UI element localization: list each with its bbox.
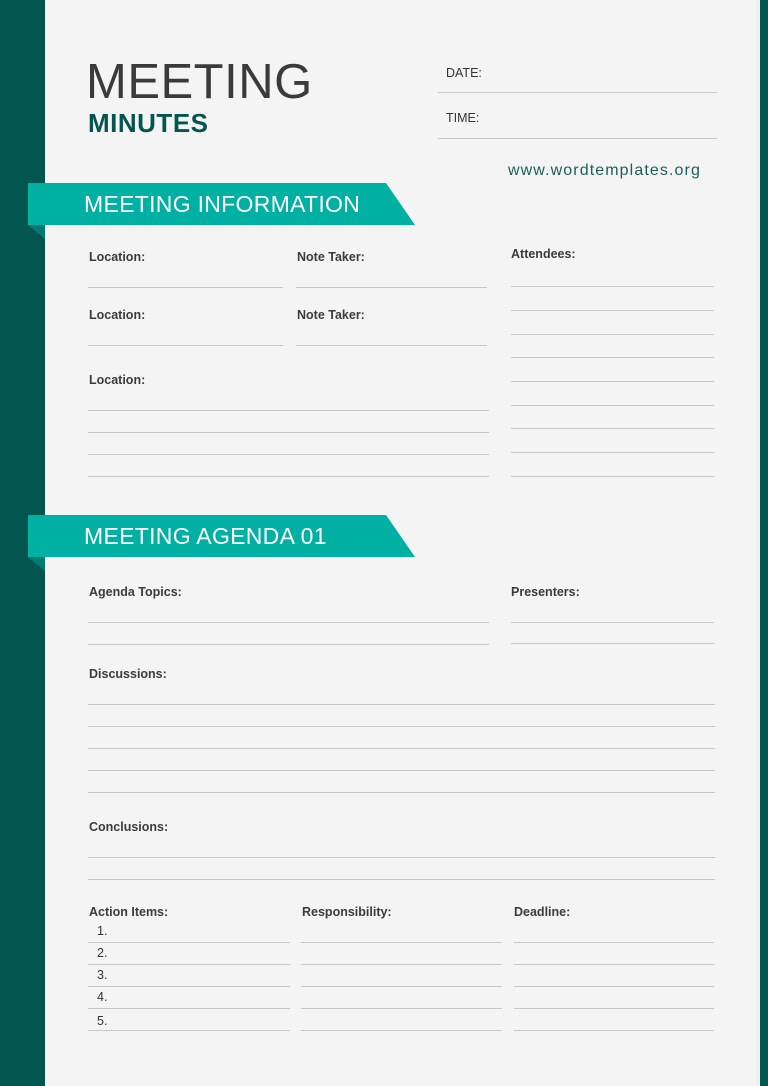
responsibility-field[interactable] xyxy=(301,1008,502,1009)
location-field-2[interactable] xyxy=(88,345,283,346)
agenda-topics-label: Agenda Topics: xyxy=(89,585,182,599)
responsibility-field[interactable] xyxy=(301,986,502,987)
responsibility-field[interactable] xyxy=(301,1030,502,1031)
action-item-field[interactable] xyxy=(88,1008,290,1009)
conclusions-label: Conclusions: xyxy=(89,820,169,834)
deadline-field[interactable] xyxy=(514,1030,714,1031)
note-taker-label-2: Note Taker: xyxy=(297,308,365,322)
action-item-field[interactable] xyxy=(88,1030,290,1031)
right-accent-band xyxy=(760,0,768,1086)
location-field-3-line-2[interactable] xyxy=(88,432,489,433)
discussions-field-line[interactable] xyxy=(88,770,715,771)
location-label-1: Location: xyxy=(89,250,146,264)
note-taker-field-2[interactable] xyxy=(296,345,487,346)
attendee-line[interactable] xyxy=(511,428,714,429)
agenda-topics-field-line-1[interactable] xyxy=(88,622,489,623)
location-label-2: Location: xyxy=(89,308,146,322)
attendee-line[interactable] xyxy=(511,357,714,358)
attendee-line[interactable] xyxy=(511,452,714,453)
conclusions-field-line[interactable] xyxy=(88,857,715,858)
date-label: DATE: xyxy=(446,66,482,80)
attendee-line[interactable] xyxy=(511,334,714,335)
location-field-3-line-3[interactable] xyxy=(88,454,489,455)
location-field-3-line-1[interactable] xyxy=(88,410,489,411)
date-field[interactable] xyxy=(438,92,717,93)
time-field[interactable] xyxy=(438,138,717,139)
discussions-field-line[interactable] xyxy=(88,748,715,749)
attendee-line[interactable] xyxy=(511,476,714,477)
attendee-line[interactable] xyxy=(511,405,714,406)
action-item-number: 3. xyxy=(97,968,108,982)
discussions-field-line[interactable] xyxy=(88,726,715,727)
discussions-field-line[interactable] xyxy=(88,704,715,705)
page-subtitle: MINUTES xyxy=(88,108,209,138)
section-title-meeting-agenda: MEETING AGENDA 01 xyxy=(84,523,327,549)
deadline-field[interactable] xyxy=(514,1008,714,1009)
deadline-field[interactable] xyxy=(514,942,714,943)
deadline-field[interactable] xyxy=(514,986,714,987)
action-item-number: 4. xyxy=(97,990,108,1004)
action-item-number: 2. xyxy=(97,946,108,960)
responsibility-field[interactable] xyxy=(301,942,502,943)
action-item-field[interactable] xyxy=(88,986,290,987)
discussions-field-line[interactable] xyxy=(88,792,715,793)
responsibility-field[interactable] xyxy=(301,964,502,965)
website-link[interactable]: www.wordtemplates.org xyxy=(508,162,701,179)
action-item-field[interactable] xyxy=(88,964,290,965)
time-label: TIME: xyxy=(446,111,480,125)
section-title-meeting-information: MEETING INFORMATION xyxy=(84,191,361,217)
location-label-3: Location: xyxy=(89,373,146,387)
deadline-label: Deadline: xyxy=(514,905,571,919)
responsibility-label: Responsibility: xyxy=(302,905,392,919)
discussions-label: Discussions: xyxy=(89,667,167,681)
deadline-field[interactable] xyxy=(514,964,714,965)
action-item-field[interactable] xyxy=(88,942,290,943)
presenters-field-line-2[interactable] xyxy=(511,643,714,644)
attendee-line[interactable] xyxy=(511,286,714,287)
presenters-field-line-1[interactable] xyxy=(511,622,714,623)
action-item-number: 5. xyxy=(97,1014,108,1028)
page-title: MEETING xyxy=(86,55,313,109)
agenda-topics-field-line-2[interactable] xyxy=(88,644,489,645)
presenters-label: Presenters: xyxy=(511,585,580,599)
attendee-line[interactable] xyxy=(511,381,714,382)
action-item-number: 1. xyxy=(97,924,108,938)
attendee-line[interactable] xyxy=(511,310,714,311)
action-items-label: Action Items: xyxy=(89,905,169,919)
note-taker-label-1: Note Taker: xyxy=(297,250,365,264)
attendees-label: Attendees: xyxy=(511,247,576,261)
note-taker-field-1[interactable] xyxy=(296,287,487,288)
location-field-3-line-4[interactable] xyxy=(88,476,489,477)
conclusions-field-line[interactable] xyxy=(88,879,715,880)
location-field-1[interactable] xyxy=(88,287,283,288)
